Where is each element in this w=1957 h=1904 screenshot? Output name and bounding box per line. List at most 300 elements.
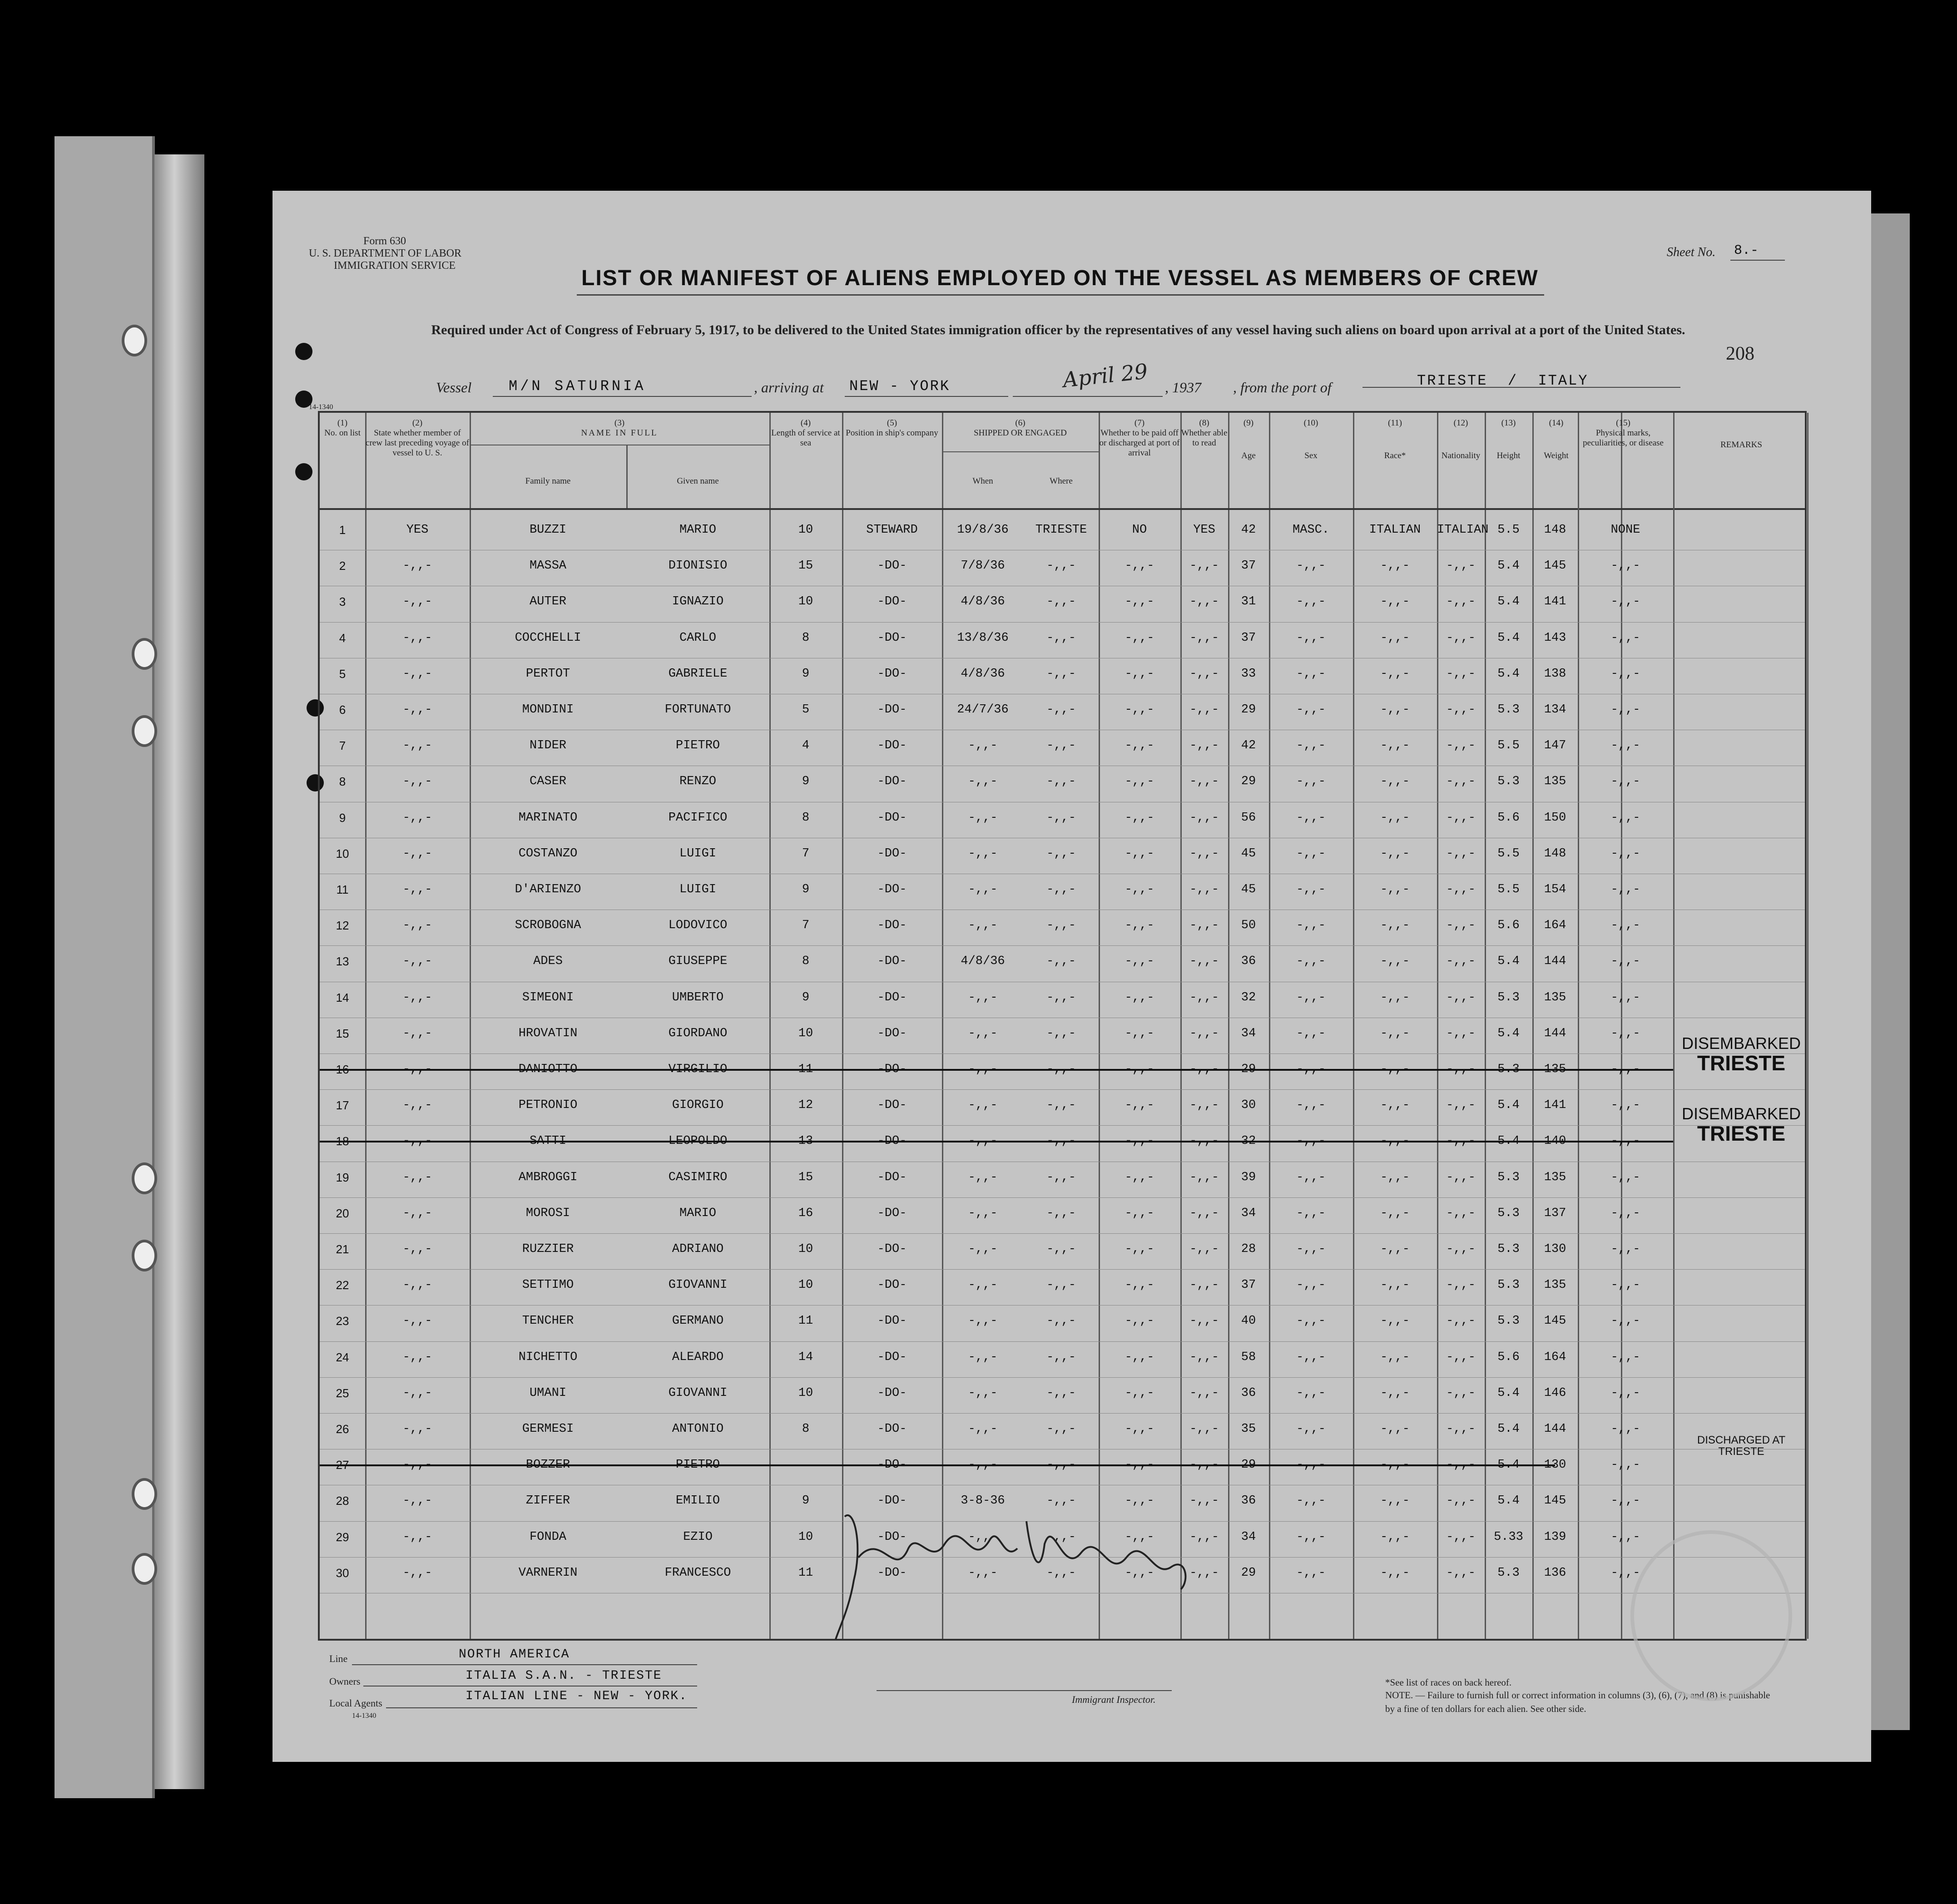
cell-voyage: -,,- [402, 703, 432, 717]
cell-where: -,,- [1046, 1242, 1076, 1256]
cell-given: GIOVANNI [668, 1386, 728, 1400]
cell-weight: 136 [1544, 1566, 1566, 1580]
cell-marks: -,,- [1610, 1026, 1640, 1040]
cell-position: -DO- [877, 631, 907, 645]
cell-read: -,,- [1189, 954, 1219, 969]
col-num: (9) [1243, 418, 1254, 428]
cell-family: PERTOT [525, 667, 570, 681]
cell-sex: -,,- [1296, 559, 1326, 573]
cell-position: -DO- [877, 775, 907, 789]
cell-position: -DO- [877, 954, 907, 969]
cell-marks: -,,- [1610, 1314, 1640, 1328]
cell-race: -,,- [1380, 631, 1410, 645]
cell-service: 13 [798, 1134, 813, 1148]
table-row [320, 946, 1805, 982]
cell-age: 56 [1241, 811, 1256, 825]
cell-position: -DO- [877, 919, 907, 933]
cell-weight: 141 [1544, 595, 1566, 609]
cell-family: D'ARIENZO [515, 883, 581, 896]
cell-nationality: -,,- [1446, 883, 1476, 896]
cell-height: 5.6 [1497, 811, 1520, 825]
cell-given: IGNAZIO [672, 595, 724, 609]
cell-no: 6 [339, 703, 346, 717]
cell-family: NIDER [529, 739, 566, 753]
cell-height: 5.4 [1497, 631, 1520, 645]
cell-family: TENCHER [522, 1314, 574, 1328]
cell-where: -,,- [1046, 1206, 1076, 1220]
cell-service: 7 [802, 919, 810, 933]
cell-marks: -,,- [1610, 1134, 1640, 1148]
cell-race: -,,- [1380, 1530, 1410, 1544]
cell-given: CARLO [679, 631, 716, 645]
col-header-age [1228, 418, 1269, 461]
cell-when: 19/8/36 [957, 523, 1009, 537]
cell-position: STEWARD [866, 523, 918, 537]
cell-height: 5.4 [1497, 1458, 1520, 1472]
cell-position: -DO- [877, 1278, 907, 1292]
cell-marks: -,,- [1610, 919, 1640, 933]
cell-where: -,,- [1046, 703, 1076, 717]
cell-family: AUTER [529, 595, 566, 609]
cell-family: GERMESI [522, 1422, 574, 1436]
table-row [320, 1306, 1805, 1342]
stamped-page-number: 208 [1726, 343, 1754, 364]
cell-where: -,,- [1046, 954, 1076, 969]
col-header-sex [1269, 418, 1353, 461]
cell-height: 5.3 [1497, 990, 1520, 1004]
col-num: (13) [1501, 418, 1516, 428]
table-row [320, 623, 1805, 659]
sheet-label: Sheet No. [1667, 245, 1716, 259]
cell-read: -,,- [1189, 595, 1219, 609]
cell-family: SETTIMO [522, 1278, 574, 1292]
cell-given: ADRIANO [672, 1242, 724, 1256]
cell-family: SCROBOGNA [515, 919, 581, 933]
cell-read: -,,- [1189, 667, 1219, 681]
cell-position: -DO- [877, 846, 907, 861]
cell-position: -DO- [877, 811, 907, 825]
binder-hole [132, 1478, 157, 1510]
cell-sex: -,,- [1296, 1350, 1326, 1364]
vessel-label: Vessel [436, 379, 472, 396]
sheet-underline [1730, 260, 1785, 261]
cell-marks: -,,- [1610, 1242, 1640, 1256]
cell-sex: -,,- [1296, 775, 1326, 789]
cell-paid: -,,- [1125, 1422, 1154, 1436]
cell-age: 36 [1241, 1386, 1256, 1400]
cell-weight: 148 [1544, 523, 1566, 537]
col-label: Whether to be paid off or discharged at port of arrival [1099, 428, 1180, 458]
table-row [320, 839, 1805, 875]
cell-age: 34 [1241, 1530, 1256, 1544]
table-row [320, 983, 1805, 1019]
cell-voyage: -,,- [402, 1098, 432, 1113]
cell-when: -,,- [968, 1278, 998, 1292]
cell-nationality: -,,- [1446, 990, 1476, 1004]
cell-when: -,,- [968, 1386, 998, 1400]
cell-weight: 144 [1544, 1026, 1566, 1040]
cell-nationality: -,,- [1446, 954, 1476, 969]
cell-height: 5.4 [1497, 1026, 1520, 1040]
cell-position: -DO- [877, 703, 907, 717]
cell-family: COCCHELLI [515, 631, 581, 645]
cell-read: -,,- [1189, 1242, 1219, 1256]
cell-sex: -,,- [1296, 1278, 1326, 1292]
cell-marks: -,,- [1610, 1386, 1640, 1400]
cell-where: -,,- [1046, 1170, 1076, 1184]
cell-position: -DO- [877, 1386, 907, 1400]
cell-given: ANTONIO [672, 1422, 724, 1436]
col-num: (8) [1199, 418, 1209, 428]
cell-weight: 154 [1544, 883, 1566, 896]
cell-given: FRANCESCO [664, 1566, 731, 1580]
inspector-label: Immigrant Inspector. [1072, 1694, 1156, 1705]
cell-height: 5.4 [1497, 559, 1520, 573]
cell-family: COSTANZO [518, 846, 578, 861]
cell-sex: -,,- [1296, 1458, 1326, 1472]
cell-when: -,,- [968, 1026, 998, 1040]
cell-family: HROVATIN [518, 1026, 578, 1040]
cell-nationality: -,,- [1446, 1278, 1476, 1292]
col-label: Weight [1544, 451, 1569, 460]
title-underline [577, 294, 1544, 296]
cell-read: -,,- [1189, 1422, 1219, 1436]
col-header-read [1180, 418, 1228, 448]
cell-position: -DO- [877, 559, 907, 573]
cell-race: -,,- [1380, 739, 1410, 753]
col-header-shipped [942, 418, 1099, 438]
cell-marks: -,,- [1610, 739, 1640, 753]
cell-paid: -,,- [1125, 846, 1154, 861]
cell-marks: -,,- [1610, 1063, 1640, 1076]
cell-height: 5.3 [1497, 1566, 1520, 1580]
cell-read: -,,- [1189, 919, 1219, 933]
table-row [320, 1414, 1805, 1450]
table-row [320, 1162, 1805, 1198]
cell-no: 24 [336, 1350, 349, 1364]
table-row [320, 1450, 1805, 1486]
cell-where: -,,- [1046, 1350, 1076, 1364]
cell-weight: 145 [1544, 1314, 1566, 1328]
cell-service: 10 [798, 595, 813, 609]
cell-race: -,,- [1380, 703, 1410, 717]
cell-weight: 135 [1544, 1278, 1566, 1292]
cell-voyage: -,,- [402, 1278, 432, 1292]
cell-family: MASSA [529, 559, 566, 573]
cell-race: -,,- [1380, 954, 1410, 969]
line-value: NORTH AMERICA [459, 1647, 570, 1662]
cell-sex: -,,- [1296, 667, 1326, 681]
cell-race: -,,- [1380, 1206, 1410, 1220]
binder-strip [54, 136, 155, 1798]
cell-no: 21 [336, 1242, 349, 1256]
col-num: (3) [614, 418, 625, 428]
cell-given: LUIGI [679, 846, 716, 861]
remark-line: TRIESTE [1718, 1445, 1764, 1458]
vessel-underline [493, 396, 752, 397]
cell-where: -,,- [1046, 811, 1076, 825]
remark-row-27 [1675, 1434, 1807, 1457]
row-rule [320, 1125, 1805, 1126]
cell-height: 5.33 [1494, 1530, 1523, 1544]
cell-height: 5.4 [1497, 1386, 1520, 1400]
cell-where: -,,- [1046, 1566, 1076, 1580]
cell-when: 13/8/36 [957, 631, 1009, 645]
cell-where: -,,- [1046, 1314, 1076, 1328]
cell-read: -,,- [1189, 559, 1219, 573]
remark-row-16 [1675, 1035, 1807, 1074]
cell-where: -,,- [1046, 1098, 1076, 1113]
cell-where: -,,- [1046, 1386, 1076, 1400]
cell-read: -,,- [1189, 1566, 1219, 1580]
table-row [320, 587, 1805, 623]
cell-no: 26 [336, 1422, 349, 1436]
cell-family: UMANI [529, 1386, 566, 1400]
cell-when: -,,- [968, 811, 998, 825]
cell-when: -,,- [968, 1314, 998, 1328]
cell-paid: -,,- [1125, 990, 1154, 1004]
cell-family: MOROSI [525, 1206, 570, 1220]
col-header-remarks: REMARKS [1720, 440, 1762, 450]
cell-read: -,,- [1189, 1458, 1219, 1472]
cell-weight: 144 [1544, 954, 1566, 969]
binder-hole [132, 715, 157, 747]
service-line: IMMIGRATION SERVICE [334, 260, 456, 272]
race-note: *See list of races on back hereof. [1385, 1677, 1512, 1688]
cell-nationality: -,,- [1446, 1098, 1476, 1113]
col-divider [1807, 413, 1808, 1639]
cell-age: 58 [1241, 1350, 1256, 1364]
cell-age: 36 [1241, 1494, 1256, 1508]
cell-no: 7 [339, 739, 346, 753]
line-label: Line [329, 1653, 348, 1664]
cell-height: 5.5 [1497, 846, 1520, 861]
table-row [320, 551, 1805, 587]
cell-marks: -,,- [1610, 811, 1640, 825]
cell-sex: -,,- [1296, 1170, 1326, 1184]
cell-service: 14 [798, 1350, 813, 1364]
cell-family: BOZZER [525, 1458, 570, 1472]
cell-weight: 134 [1544, 703, 1566, 717]
cell-where: -,,- [1046, 1530, 1076, 1544]
cell-service: 10 [798, 1386, 813, 1400]
cell-paid: -,,- [1125, 1242, 1154, 1256]
col-header-where: Where [1050, 476, 1073, 486]
col-num: (7) [1134, 418, 1145, 428]
col-num: (1) [337, 418, 348, 428]
col-label: Whether able to read [1181, 428, 1228, 448]
cell-marks: -,,- [1610, 1494, 1640, 1508]
form-code: 14-1340 [309, 403, 333, 411]
cell-read: -,,- [1189, 846, 1219, 861]
cell-age: 42 [1241, 739, 1256, 753]
col-header-race [1353, 418, 1437, 461]
cell-given: EMILIO [675, 1494, 720, 1508]
remark-line: TRIESTE [1697, 1051, 1786, 1075]
col-num: (15) [1616, 418, 1630, 428]
binder-hole [132, 1240, 157, 1271]
col-header-when: When [972, 476, 993, 486]
remark-line: DISEMBARKED [1681, 1104, 1801, 1123]
cell-race: -,,- [1380, 1350, 1410, 1364]
cell-nationality: -,,- [1446, 1206, 1476, 1220]
cell-read: -,,- [1189, 1530, 1219, 1544]
cell-when: -,,- [968, 1134, 998, 1148]
cell-age: 45 [1241, 846, 1256, 861]
cell-voyage: -,,- [402, 1386, 432, 1400]
cell-read: -,,- [1189, 1494, 1219, 1508]
fine-note: NOTE. — Failure to furnish full or correct information in columns (3), (6), (7), and (8) is punishable by a fine of ten dollars for each alien. See other side. [1385, 1690, 1770, 1714]
cell-when: 4/8/36 [961, 667, 1005, 681]
cell-age: 37 [1241, 631, 1256, 645]
department-line: U. S. DEPARTMENT OF LABOR [309, 247, 461, 259]
cell-sex: -,,- [1296, 1566, 1326, 1580]
cell-nationality: -,,- [1446, 1350, 1476, 1364]
cell-read: -,,- [1189, 1170, 1219, 1184]
agents-value: ITALIAN LINE - NEW - YORK. [466, 1689, 688, 1703]
cell-given: MARIO [679, 1206, 716, 1220]
cell-when: 4/8/36 [961, 595, 1005, 609]
col-header-nationality [1437, 418, 1485, 461]
cell-nationality: -,,- [1446, 631, 1476, 645]
cell-position: -DO- [877, 1170, 907, 1184]
cell-nationality: -,,- [1446, 1422, 1476, 1436]
vessel-name: M/N SATURNIA [509, 378, 646, 395]
cell-race: -,,- [1380, 1278, 1410, 1292]
cell-age: 29 [1241, 1063, 1256, 1076]
cell-no: 25 [336, 1386, 349, 1400]
cell-where: TRIESTE [1035, 523, 1087, 537]
cell-given: RENZO [679, 775, 716, 789]
cell-service: 10 [798, 1278, 813, 1292]
cell-weight: 147 [1544, 739, 1566, 753]
date-underline [1013, 396, 1163, 397]
cell-height: 5.4 [1497, 1494, 1520, 1508]
cell-where: -,,- [1046, 883, 1076, 896]
page-stack-edge [154, 154, 204, 1789]
cell-no: 15 [336, 1026, 349, 1040]
cell-nationality: -,,- [1446, 667, 1476, 681]
cell-voyage: -,,- [402, 954, 432, 969]
cell-age: 50 [1241, 919, 1256, 933]
col-label: Position in ship's company [846, 428, 938, 438]
cell-read: -,,- [1189, 990, 1219, 1004]
cell-race: -,,- [1380, 595, 1410, 609]
cell-weight: 143 [1544, 631, 1566, 645]
cell-no: 27 [336, 1458, 349, 1472]
cell-height: 5.4 [1497, 1422, 1520, 1436]
owners-value: ITALIA S.A.N. - TRIESTE [466, 1669, 662, 1683]
cell-service: 15 [798, 559, 813, 573]
cell-marks: -,,- [1610, 1458, 1640, 1472]
strike-through-line [320, 1069, 1673, 1071]
col-label: Physical marks, peculiarities, or disease [1583, 428, 1664, 448]
cell-given: PACIFICO [668, 811, 728, 825]
cell-read: -,,- [1189, 1134, 1219, 1148]
cell-race: -,,- [1380, 667, 1410, 681]
cell-family: CASER [529, 775, 566, 789]
col-label: NAME IN FULL [581, 428, 658, 438]
cell-race: -,,- [1380, 1566, 1410, 1580]
cell-paid: -,,- [1125, 703, 1154, 717]
cell-voyage: -,,- [402, 883, 432, 896]
cell-race: -,,- [1380, 1494, 1410, 1508]
col-header-paid-off [1099, 418, 1180, 458]
cell-marks: -,,- [1610, 559, 1640, 573]
cell-voyage: -,,- [402, 1494, 432, 1508]
col-header-prior-voyage [365, 418, 470, 458]
cell-position: -DO- [877, 1530, 907, 1544]
cell-marks: NONE [1610, 523, 1640, 537]
cell-read: -,,- [1189, 1314, 1219, 1328]
cell-nationality: -,,- [1446, 1494, 1476, 1508]
cell-sex: -,,- [1296, 1314, 1326, 1328]
cell-marks: -,,- [1610, 595, 1640, 609]
page-right-edge [1871, 213, 1910, 1730]
col-num: (6) [1015, 418, 1026, 428]
cell-when: -,,- [968, 990, 998, 1004]
cell-given: GERMANO [672, 1314, 724, 1328]
cell-when: -,,- [968, 1530, 998, 1544]
cell-height: 5.5 [1497, 739, 1520, 753]
col-header-weight [1532, 418, 1580, 461]
cell-age: 36 [1241, 954, 1256, 969]
col-header-height [1485, 418, 1532, 461]
cell-family: SIMEONI [522, 990, 574, 1004]
cell-service: 9 [802, 883, 810, 896]
cell-weight: 164 [1544, 919, 1566, 933]
cell-when: -,,- [968, 739, 998, 753]
sheet-number: 8.- [1734, 243, 1759, 258]
cell-no: 20 [336, 1206, 349, 1220]
cell-when: -,,- [968, 1350, 998, 1364]
row-rule [320, 1233, 1805, 1234]
cell-where: -,,- [1046, 559, 1076, 573]
cell-weight: 144 [1544, 1422, 1566, 1436]
cell-paid: -,,- [1125, 1386, 1154, 1400]
cell-service: 8 [802, 631, 810, 645]
row-rule [320, 1413, 1805, 1414]
cell-sex: -,,- [1296, 990, 1326, 1004]
cell-paid: -,,- [1125, 1278, 1154, 1292]
cell-race: -,,- [1380, 990, 1410, 1004]
cell-family: NICHETTO [518, 1350, 578, 1364]
cell-marks: -,,- [1610, 631, 1640, 645]
table-row [320, 1378, 1805, 1414]
cell-voyage: -,,- [402, 739, 432, 753]
departure-port: TRIESTE / ITALY [1417, 372, 1589, 389]
cell-position: -DO- [877, 1242, 907, 1256]
cell-age: 28 [1241, 1242, 1256, 1256]
cell-voyage: -,,- [402, 667, 432, 681]
cell-when: 3-8-36 [961, 1494, 1005, 1508]
cell-weight: 146 [1544, 1386, 1566, 1400]
remark-line: DISCHARGED AT [1697, 1434, 1786, 1446]
cell-marks: -,,- [1610, 1566, 1640, 1580]
col-num: (4) [800, 418, 811, 428]
cell-sex: -,,- [1296, 1386, 1326, 1400]
cell-no: 23 [336, 1314, 349, 1328]
cell-race: -,,- [1380, 883, 1410, 896]
cell-paid: -,,- [1125, 1206, 1154, 1220]
cell-sex: -,,- [1296, 1422, 1326, 1436]
table-row [320, 1090, 1805, 1126]
cell-where: -,,- [1046, 595, 1076, 609]
cell-where: -,,- [1046, 919, 1076, 933]
cell-paid: -,,- [1125, 954, 1154, 969]
cell-weight: 135 [1544, 1170, 1566, 1184]
cell-weight: 150 [1544, 811, 1566, 825]
